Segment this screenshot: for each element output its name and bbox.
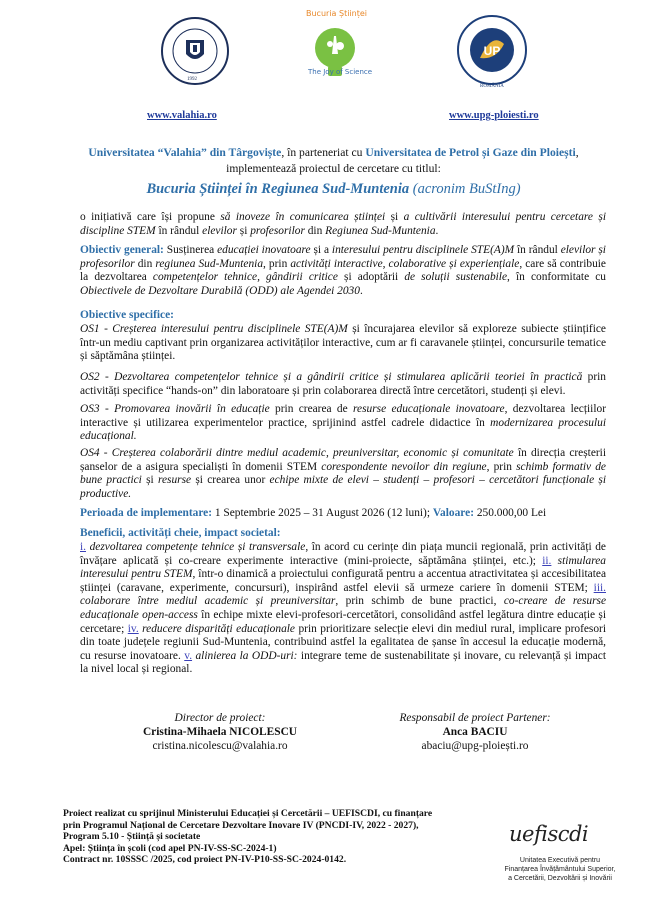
funding-footer	[63, 808, 483, 866]
footer-line-4: Apel: Știința în școli (cod apel PN-IV-SS-SC-2024-1)	[63, 842, 277, 854]
footer-line-5: Contract nr. 10SSSC /2025, cod proiect PN-IV-P10-SS-SC-2024-0142.	[63, 854, 347, 866]
bucuria-logo-title: Bucuria Științei	[306, 9, 367, 18]
upg-ploiesti-link[interactable]: www.upg-ploiesti.ro	[449, 110, 539, 121]
footer-line-3: Program 5.10 - Știință și societate	[63, 831, 201, 843]
objective-os4: OS4 - Creșterea colaborării dintre mediul academic, preuniversitar, economic și comunitate în direcția creșterii șanselor de a asigura specialiști în domenii STEM corespondente nevoilor din regiune, prin schimb formativ de bune practici și resurse și crearea unor echipe mixte de elevi – studenți – profesori – cercetători funcționale și productive.	[80, 447, 607, 500]
upg-ploiesti-logo	[456, 14, 528, 86]
uefiscdi-logo: uefiscdi	[509, 822, 589, 846]
general-objective: Obiectiv general: Susținerea educației inovatoare și a interesului pentru disciplinele STE(A)M în rândul elevilor și profesorilor din regiunea Sud-Muntenia, prin activități interactive, colaborative și experiențiale, care să contribuie la dezvoltarea competențelor tehnice, gândirii critice și adoptării de soluții sustenabile, în conformitate cu Obiectivele de Dezvoltare Durabilă (ODD) ale Agendei 2030.	[80, 244, 606, 297]
project-title: Bucuria Științei în Regiunea Sud-Muntenia (acronim BuStIng)	[146, 181, 521, 197]
objective-os3: OS3 - Promovarea inovării în educație prin crearea de resurse educaționale inovatoare, dezvoltarea lecțiilor interactive și utilizarea experimentelor practice, sprijinind astfel cadrele didactice în modernizarea procesului educațional.	[80, 403, 606, 443]
partner-responsible-block	[370, 711, 580, 753]
director-role: Director de proiect:	[174, 712, 266, 724]
initiative-paragraph: o inițiativă care își propune să inoveze în comunicarea științei și a cultivării interesului pentru cercetare și discipline STEM în rândul elevilor și profesorilor din Regiunea Sud-Muntenia.	[80, 211, 606, 237]
valahia-link[interactable]: www.valahia.ro	[147, 110, 217, 121]
bucuria-stiintei-logo	[300, 10, 373, 90]
upg-logo-country: ROMÂNIA	[480, 84, 504, 89]
specific-objectives-heading: Obiective specifice:	[80, 309, 174, 321]
objective-os1: OS1 - Creșterea interesului pentru disciplinele STE(A)M și încurajarea elevilor să exploreze subiecte științifice într-un mediu captivant prin organizarea activităților interactive, cum ar fi caravanele științei, concursurile tematice și săptămâna științei.	[80, 323, 606, 363]
benefits-heading: Beneficii, activități cheie, impact societal:	[80, 527, 281, 539]
director-email[interactable]: cristina.nicolescu@valahia.ro	[152, 740, 288, 752]
footer-line-1: Proiect realizat cu sprijinul Ministerului Educației și Cercetării – UEFISCDI, cu finanțare	[63, 808, 433, 819]
uefiscdi-caption-1: Unitatea Executivă pentru	[519, 857, 601, 864]
objective-os2: OS2 - Dezvoltarea competențelor tehnice și a gândirii critice și stimularea aplicării teoriei în practică prin activități specifice “hands-on” din laboratoare și prin colaborarea directă între cercetători, studenți și elevi.	[80, 371, 606, 397]
intro-line: Universitatea “Valahia” din Târgoviște, în parteneriat cu Universitatea de Petrol și Gaze din Ploiești,	[88, 146, 579, 159]
bucuria-logo-subtitle: The Joy of Science	[308, 68, 373, 76]
partner-email[interactable]: abaciu@upg-ploiești.ro	[421, 740, 529, 752]
intro-line-2: implementează proiectul de cercetare cu titlul:	[226, 162, 441, 175]
uefiscdi-caption-3: a Cercetării, Dezvoltării și Inovării	[508, 875, 612, 882]
partner-role: Responsabil de proiect Partener:	[399, 712, 551, 724]
project-director-block	[120, 711, 320, 753]
valahia-logo	[160, 16, 230, 86]
uefiscdi-caption	[490, 856, 630, 883]
footer-line-2: prin Programul Național de Cercetare Dezvoltare Inovare IV (PNCDI-IV, 2022 - 2027),	[63, 819, 419, 831]
benefits-paragraph: i. dezvoltarea competențe tehnice și transversale, în acord cu cerințe din piața muncii regională, prin activități de învățare aplicată și co-creare experimente interactive (mini-proiecte, săptămâna științei, etc.); ii. stimularea interesului pentru STEM, într-o dinamică a proiectului configurată pentru a accentua atractivitatea și accesibilitatea științei (caravane, experimente, concursuri), inspirând astfel elevii să urmeze cariere în domenii STEM; iii. colaborare între mediul academic și preuniversitar, prin schimb de bune practici, co-creare de resurse educaționale open-access în echipe mixte elevi-profesori-cercetători, consolidând astfel legătura dintre educație și cercetare; iv. reducere disparități educaționale prin prioritizare selecție elevi din mediul rural, implicare profesori din toate județele regiunii Sud-Muntenia, contribuind astfel la egalitatea de șanse în accesul la educație modernă, cu resurse inovatoare. v. alinierea la ODD-uri: integrare teme de sustenabilitate și inovare, cu relevanță și impact la nivel local și regional.	[80, 541, 607, 676]
implementation-period: Perioada de implementare: 1 Septembrie 2025 – 31 August 2026 (12 luni); Valoare: 250.000,00 Lei	[80, 507, 547, 519]
uefiscdi-caption-2: Finanțarea Învățământului Superior,	[504, 866, 616, 873]
svg-text:UP: UP	[483, 44, 501, 58]
partner-name: Anca BACIU	[442, 726, 508, 738]
valahia-year: 1992	[187, 77, 197, 82]
director-name: Cristina-Mihaela NICOLESCU	[142, 726, 298, 738]
